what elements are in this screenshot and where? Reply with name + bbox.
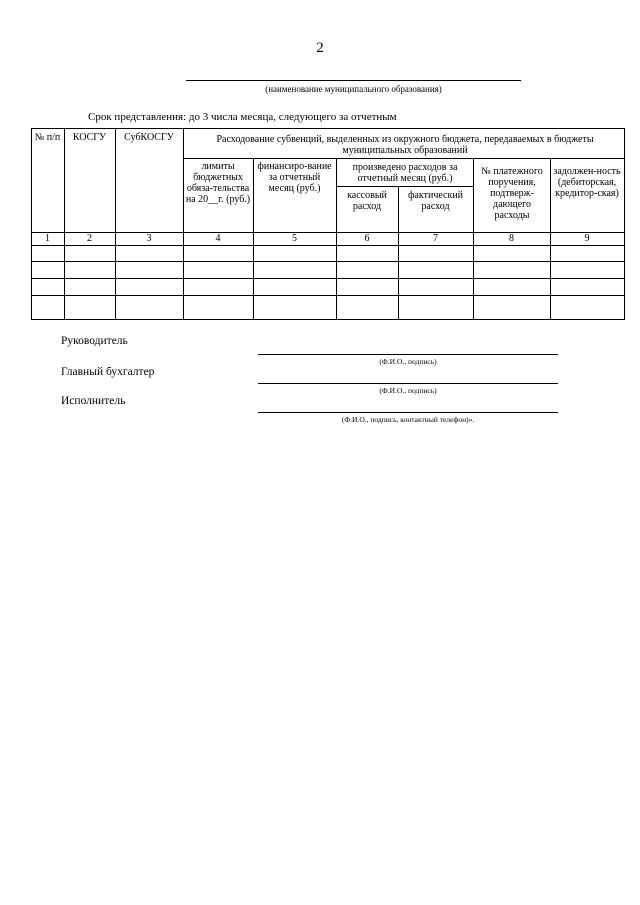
subgroup-header: произведено расходов за отчетный месяц (руб.) — [352, 162, 458, 184]
col-header-financing: финансиро-вание за отчетный месяц (руб.) — [257, 161, 332, 194]
deadline-text: Срок представления: до 3 числа месяца, следующего за отчетным — [88, 111, 397, 123]
col-header-payment-order: № платежного поручения, подтверж-дающего расходы — [481, 166, 543, 221]
head-label: Руководитель — [61, 335, 128, 347]
row-divider — [31, 245, 625, 246]
col-divider — [115, 128, 116, 320]
accountant-label: Главный бухгалтер — [61, 366, 155, 378]
table-border-left — [31, 128, 32, 320]
col-header-kosgu: КОСГУ — [72, 132, 107, 143]
row-divider — [31, 278, 625, 279]
col-number: 4 — [215, 233, 221, 244]
col-header-limits: лимиты бюджетных обяза-тельства на 20__г. (руб.) — [185, 161, 251, 205]
executor-caption: (Ф.И.О., подпись, контактный телефон)». — [341, 415, 475, 424]
municipality-name-line — [186, 80, 521, 81]
table-border-bottom — [31, 319, 625, 320]
col-number: 9 — [584, 233, 590, 244]
col-number: 1 — [45, 233, 50, 244]
col-header-subkosgu: СубКОСГУ — [124, 132, 174, 143]
col-header-np: № п/п — [34, 132, 61, 143]
col-divider — [183, 128, 184, 320]
col-header-debt: задолжен-ность (дебиторская, кредитор-ская) — [553, 166, 621, 199]
executor-signature-line — [258, 412, 558, 413]
col-number: 8 — [509, 233, 514, 244]
col-divider — [64, 128, 65, 320]
group-header: Расходование субвенций, выделенных из окружного бюджета, передаваемых в бюджеты муниципальных образований — [216, 134, 594, 156]
head-signature-line — [258, 354, 558, 355]
executor-label: Исполнитель — [61, 395, 126, 407]
col-number: 5 — [292, 233, 297, 244]
row-divider — [31, 295, 625, 296]
municipality-name-caption: (наименование муниципального образования) — [265, 84, 442, 94]
accountant-signature-line — [258, 383, 558, 384]
accountant-caption: (Ф.И.О., подпись) — [379, 386, 437, 395]
col-header-actual: фактический расход — [407, 190, 464, 212]
head-caption: (Ф.И.О., подпись) — [379, 357, 437, 366]
col-number: 7 — [433, 233, 438, 244]
table-border-top — [31, 128, 625, 129]
col-header-cash: кассовый расход — [347, 190, 387, 212]
subgroup-header-divider — [336, 186, 473, 187]
table-border-right — [624, 128, 625, 320]
row-divider — [31, 261, 625, 262]
report-table — [31, 128, 625, 320]
col-number: 3 — [146, 233, 152, 244]
col-number: 2 — [87, 233, 92, 244]
group-header-divider — [183, 158, 624, 159]
col-number: 6 — [364, 233, 370, 244]
page-number: 2 — [316, 40, 324, 56]
